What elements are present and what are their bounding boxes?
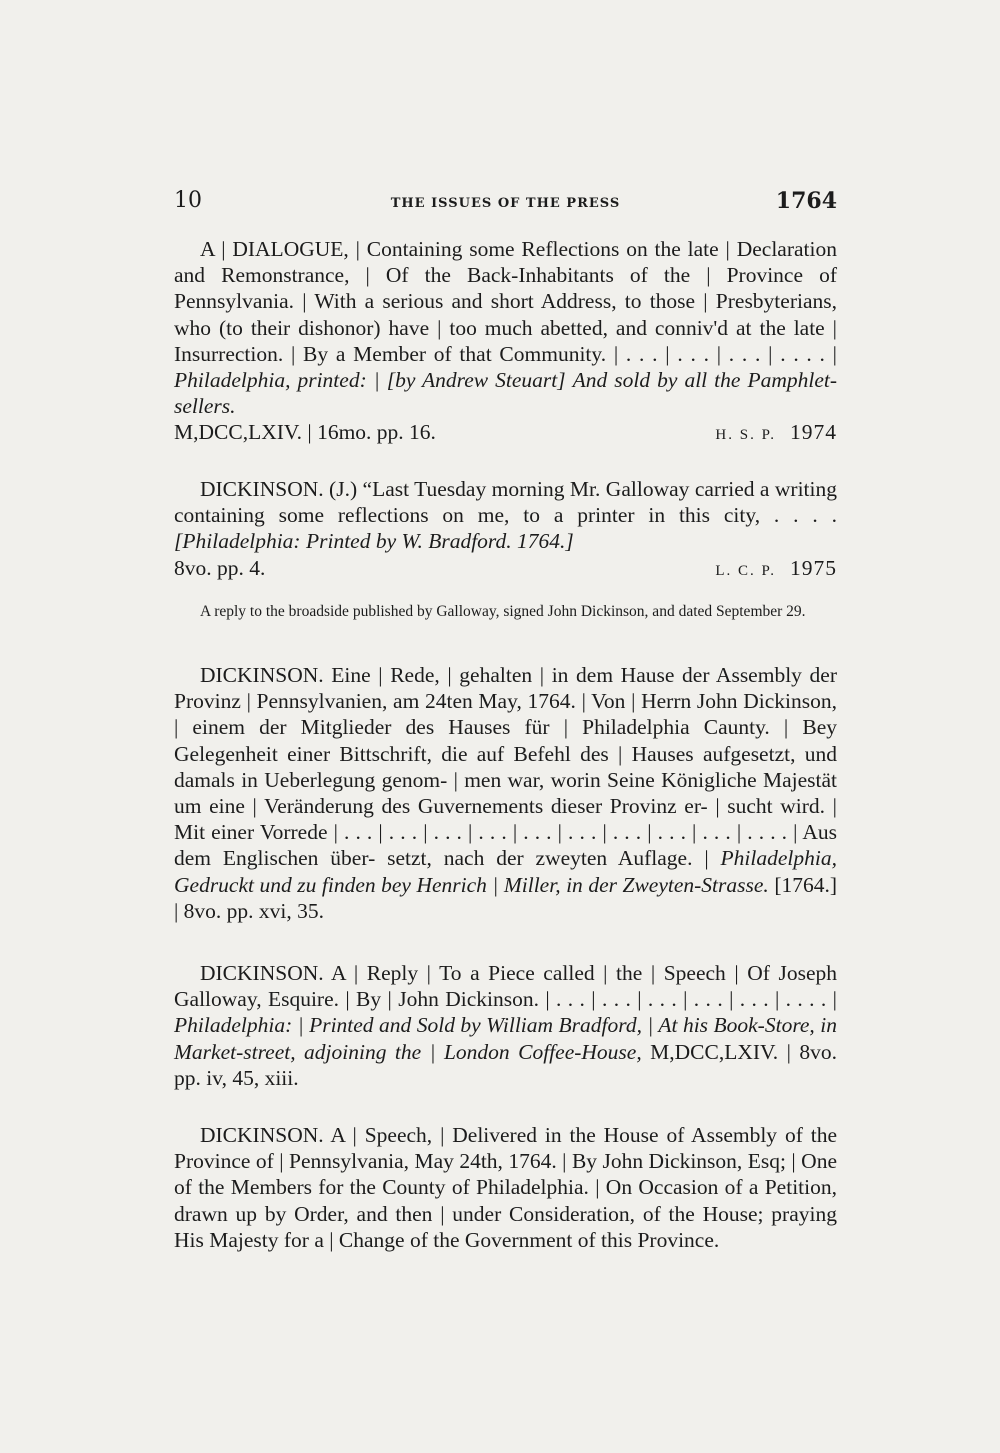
bibliography-entry-reply xyxy=(174,960,837,1091)
running-title: THE ISSUES OF THE PRESS xyxy=(390,196,621,211)
bibliography-entry-rede xyxy=(174,662,837,924)
location-mark: H. S. P. xyxy=(715,427,776,444)
bibliography-entry-1974 xyxy=(174,236,837,449)
entry-body: DICKINSON. A | Speech, | Delivered in the House of Assembly of the Province of | Pennsylvania, May 24th, 1764. | By John Dickinson, Esq; | One of the Members for the County of Philadelphia. | On Occasion of a Petition, drawn up by Order, and then | under Consideration, of the House; praying His Majesty for a | Change of the Government of this Province. xyxy=(174,1123,837,1252)
bibliography-entry-1975 xyxy=(174,476,837,584)
location-mark: L. C. P. xyxy=(715,562,776,579)
page-number: 10 xyxy=(174,188,202,213)
entry-note: A reply to the broadside published by Galloway, signed John Dickinson, and dated September 29. xyxy=(200,603,806,620)
entry-body: DICKINSON. Eine | Rede, | gehalten | in dem Hause der Assembly der Provinz | Pennsylvanien, am 24ten May, 1764. | Von | Herrn John Dickinson, | einem der Mitglieder des Hauses für | Philadelphia Caunty. | Bey Gelegenheit einer Bittschrift, die auf Befehl des | Hauses aufgesetzt, und damals in Ueberlegung genom- | men war, worin Seine Königliche Majestät um eine | Veränderung des Guvernements dieser Provinz er- | sucht wird. | Mit einer Vorrede | . . . | . . . | . . . | . . . | . . . | . . . | . . . | . . . | . . . | . . . . | Aus dem Englischen über- setzt, nach der zweyten Auflage. | Philadelphia, Gedruckt und zu finden bey Henrich | Miller, in der Zweyten-Strasse. [1764.] | 8vo. pp. xvi, 35. xyxy=(174,663,838,923)
entry-body: A | DIALOGUE, | Containing some Reflections on the late | Declaration and Remonstrance, | Of the Back-Inhabitants of the | Province of Pennsylvania. | With a serious and short Address, to those | Presbyterians, who (to their dishonor) have | too much abetted, and conniv'd at the late | Insurrection. | By a Member of that Community. | . . . | . . . | . . . | . . . . | Philadelphia, printed: | [by Andrew Steuart] And sold by all the Pamphlet-sellers. xyxy=(174,237,838,419)
entry-number: 1975 xyxy=(790,555,837,580)
entry-body: DICKINSON. A | Reply | To a Piece called | the | Speech | Of Joseph Galloway, Esquire. | By | John Dickinson. | . . . | . . . | . . . | . . . | . . . | . . . . | Philadelphia: | Printed and Sold by William Bradford, | At his Book-Store, in Market-street, adjoining the | London Coffee-House, M,DCC,LXIV. | 8vo. pp. iv, 45, xiii. xyxy=(174,961,837,1090)
bibliography-entry-speech xyxy=(174,1122,837,1253)
running-year: 1764 xyxy=(775,188,837,214)
entry-tail: M,DCC,LXIV. | 16mo. pp. 16. H. S. P. 1974 xyxy=(174,420,837,445)
running-head xyxy=(174,188,837,228)
entry-number: 1974 xyxy=(790,420,837,445)
entry-body: DICKINSON. (J.) “Last Tuesday morning Mr. Galloway carried a writing containing some reflections on me, to a printer in this city, . . . . [Philadelphia: Printed by W. Bradford. 1764.] xyxy=(174,477,837,554)
entry-tail: 8vo. pp. 4. L. C. P. 1975 xyxy=(174,555,837,580)
